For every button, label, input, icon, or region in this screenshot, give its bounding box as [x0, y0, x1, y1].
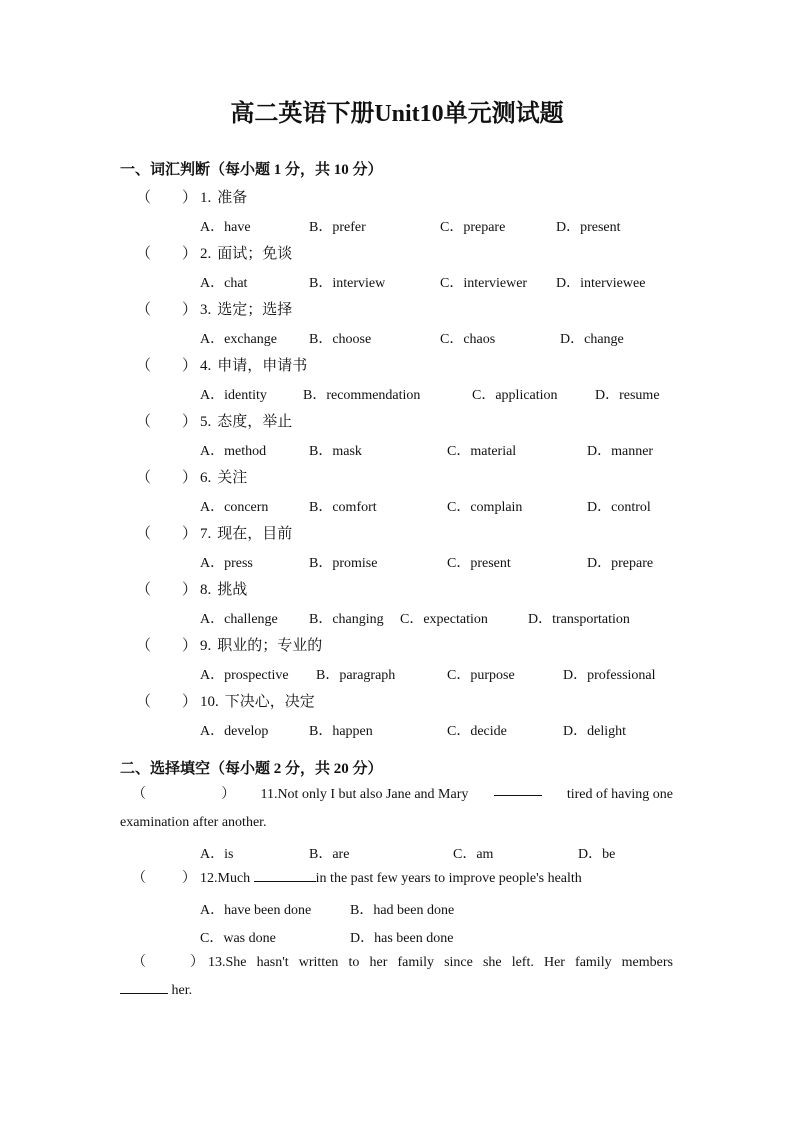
- option-c: C．interviewer: [440, 276, 528, 291]
- answer-paren-close: ）: [182, 414, 198, 430]
- option-a: A．exchange: [200, 332, 277, 347]
- answer-paren-close: ）: [182, 694, 198, 710]
- option-b: B．promise: [309, 556, 378, 571]
- question-stem: [200, 578, 247, 599]
- question-term: 申请，申请书: [217, 358, 308, 374]
- answer-paren-open: （: [136, 246, 152, 262]
- question-stem: [200, 410, 292, 431]
- option-a: A．prospective: [200, 668, 289, 683]
- question-row: [120, 354, 680, 378]
- option-a: A．challenge: [200, 612, 278, 627]
- question-term: 职业的；专业的: [217, 638, 323, 654]
- option-b: B．comfort: [309, 500, 377, 515]
- option-c: C．expectation: [400, 612, 488, 627]
- question-12-tail: in the past few years to improve people's health: [315, 871, 582, 886]
- option-b: B．recommendation: [303, 388, 421, 403]
- answer-paren-open: （: [132, 955, 146, 970]
- question-number: 3.: [200, 302, 212, 318]
- answer-paren-open: （: [136, 358, 152, 374]
- option-b: B．are: [309, 847, 350, 862]
- question-row: [120, 634, 680, 658]
- option-b: B．paragraph: [316, 668, 396, 683]
- answer-paren-open: （: [136, 582, 152, 598]
- option-a: A．develop: [200, 724, 269, 739]
- question-term: 准备: [217, 190, 248, 206]
- answer-paren-close: ）: [182, 190, 198, 206]
- option-d: D．delight: [563, 724, 626, 739]
- answer-paren-open: （: [136, 638, 152, 654]
- question-row: [120, 242, 680, 266]
- answer-paren-close: ）: [182, 582, 198, 598]
- option-c: C．purpose: [447, 668, 515, 683]
- question-term: 态度，举止: [217, 414, 293, 430]
- option-b: B．prefer: [309, 220, 366, 235]
- question-stem: [200, 466, 247, 487]
- answer-paren-close: ）: [182, 638, 198, 654]
- answer-blank: [254, 867, 316, 882]
- option-b: B．mask: [309, 444, 362, 459]
- option-b: B．happen: [309, 724, 373, 739]
- answer-paren-open: （: [136, 414, 152, 430]
- question-term: 现在，目前: [217, 526, 293, 542]
- option-d: D．manner: [587, 444, 654, 459]
- question-13-line-2: [120, 977, 673, 1005]
- question-row: [120, 578, 680, 602]
- answer-paren-close: ）: [182, 470, 198, 486]
- question-number: 7.: [200, 526, 212, 542]
- option-d: D．control: [587, 500, 651, 515]
- answer-paren-open: （: [136, 526, 152, 542]
- question-13-line-1: [120, 949, 673, 977]
- answer-paren-close: ）: [182, 302, 198, 318]
- section-1-heading: 一、词汇判断（每小题 1 分，共 10 分）: [120, 162, 383, 178]
- question-row: [120, 410, 680, 434]
- option-d: D．professional: [563, 668, 656, 683]
- option-d: D．interviewee: [556, 276, 646, 291]
- option-d: D．be: [578, 847, 616, 862]
- answer-paren-close: ）: [182, 246, 198, 262]
- option-a: A．concern: [200, 500, 269, 515]
- question-term: 关注: [217, 470, 248, 486]
- question-row: [120, 466, 680, 490]
- question-row: [120, 298, 680, 322]
- option-b: B．interview: [309, 276, 386, 291]
- option-c: C．prepare: [440, 220, 506, 235]
- question-number: 6.: [200, 470, 212, 486]
- option-a: A．chat: [200, 276, 248, 291]
- question-row: [120, 186, 680, 210]
- question-stem: [200, 242, 292, 263]
- answer-paren-close: ）: [182, 526, 198, 542]
- question-13-tail: her.: [171, 983, 193, 998]
- answer-paren-open: （: [136, 694, 152, 710]
- question-11-tail: tired of having one: [566, 787, 673, 802]
- question-stem: [200, 186, 247, 207]
- answer-paren-open: （: [136, 190, 152, 206]
- question-term: 挑战: [217, 582, 248, 598]
- question-stem: [200, 354, 307, 375]
- option-c: C．decide: [447, 724, 507, 739]
- question-term: 下决心，决定: [224, 694, 315, 710]
- question-11-text: 11.Not only I but also Jane and Mary: [260, 787, 469, 802]
- question-11-line-1: [120, 781, 673, 809]
- question-row: [120, 522, 680, 546]
- question-number: 10.: [200, 694, 219, 710]
- option-a: A．method: [200, 444, 267, 459]
- option-d: D．transportation: [528, 612, 630, 627]
- question-number: 4.: [200, 358, 212, 374]
- question-13-text: 13.She hasn't written to her family since she left. Her family members: [208, 955, 673, 970]
- option-d: D．change: [560, 332, 624, 347]
- answer-paren-close: ）: [221, 787, 236, 802]
- option-c: C．complain: [447, 500, 523, 515]
- answer-blank: [494, 781, 542, 796]
- question-number: 1.: [200, 190, 212, 206]
- option-a: A．identity: [200, 388, 267, 403]
- page-title: 高二英语下册Unit10单元测试题: [230, 101, 564, 127]
- answer-paren-close: ）: [182, 358, 198, 374]
- answer-paren-open: （: [136, 302, 152, 318]
- question-11: [120, 781, 673, 837]
- question-number: 8.: [200, 582, 212, 598]
- question-12-text: [200, 865, 582, 893]
- question-stem: [200, 634, 322, 655]
- option-a: A．have been done: [200, 903, 312, 918]
- answer-paren-open: （: [136, 470, 152, 486]
- question-13: [120, 949, 673, 1005]
- question-stem: [200, 690, 315, 711]
- option-c: C．am: [453, 847, 494, 862]
- option-c: C．chaos: [440, 332, 496, 347]
- option-c: C．present: [447, 556, 511, 571]
- option-b: B．choose: [309, 332, 372, 347]
- section-2-heading: 二、选择填空（每小题 2 分，共 20 分）: [120, 761, 383, 777]
- question-11-line-2: examination after another.: [120, 815, 267, 830]
- question-stem: [200, 298, 292, 319]
- option-c: C．material: [447, 444, 517, 459]
- option-d: D．prepare: [587, 556, 654, 571]
- answer-paren-open: （: [132, 787, 146, 802]
- option-c: C．application: [472, 388, 558, 403]
- question-row: [120, 690, 680, 714]
- question-number: 2.: [200, 246, 212, 262]
- question-term: 面试；免谈: [217, 246, 293, 262]
- option-d: D．resume: [595, 388, 660, 403]
- answer-paren-close: ）: [182, 871, 196, 886]
- option-a: A．press: [200, 556, 253, 571]
- question-number: 5.: [200, 414, 212, 430]
- question-number: 9.: [200, 638, 212, 654]
- option-d: D．has been done: [350, 931, 454, 946]
- question-term: 选定；选择: [217, 302, 293, 318]
- question-12-lead: 12.Much: [200, 871, 251, 886]
- option-b: B．changing: [309, 612, 384, 627]
- answer-paren-open: （: [132, 871, 146, 886]
- option-a: A．is: [200, 847, 234, 862]
- option-d: D．present: [556, 220, 621, 235]
- answer-blank: [120, 979, 168, 994]
- answer-paren-close: ）: [190, 955, 204, 970]
- option-b: B．had been done: [350, 903, 455, 918]
- option-c: C．was done: [200, 931, 276, 946]
- option-a: A．have: [200, 220, 251, 235]
- question-stem: [200, 522, 292, 543]
